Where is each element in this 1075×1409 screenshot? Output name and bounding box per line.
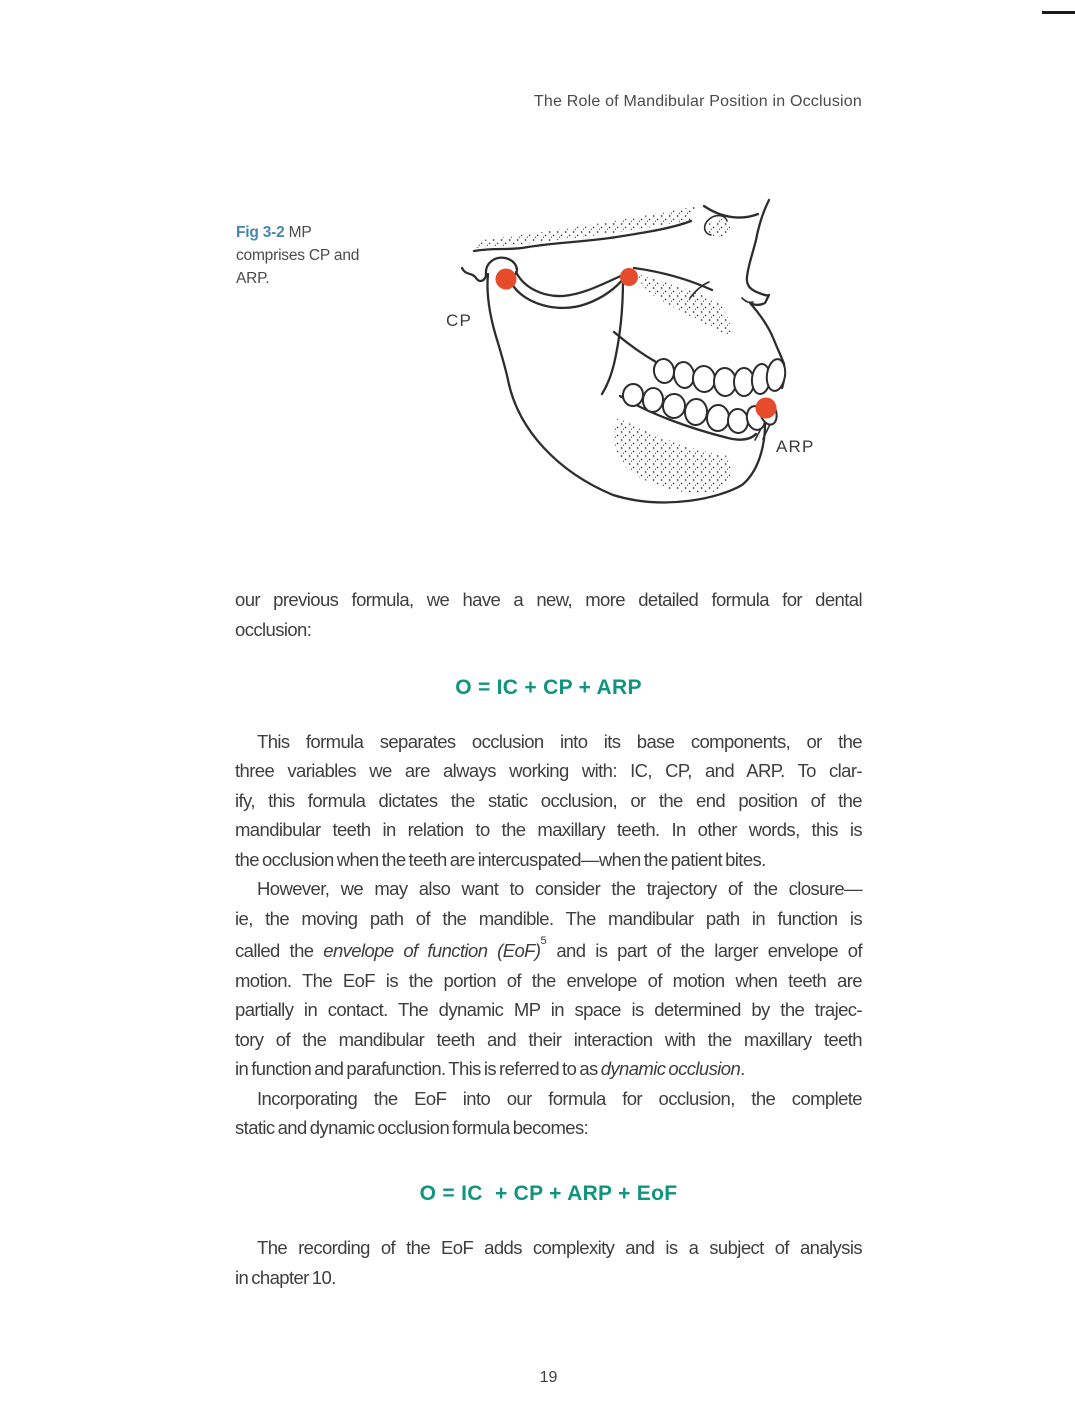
paragraph <box>235 1084 862 1143</box>
text-line: mandibular teeth in relation to the maxillary teeth. In other words, this is <box>235 819 862 840</box>
paragraph <box>235 585 862 644</box>
page-edge-mark <box>1042 11 1075 14</box>
coronoid-marker <box>620 268 638 286</box>
text-line: our previous formula, we have a new, more detailed formula for dental <box>235 589 862 610</box>
text-line: ify, this formula dictates the static occlusion, or the end position of the <box>235 789 862 811</box>
paragraph <box>235 727 862 875</box>
paragraph <box>235 874 862 1084</box>
text-line: The recording of the EoF adds complexity and is a subject of analysis <box>257 1237 862 1259</box>
text-line: in chapter 10. <box>235 1266 336 1288</box>
figure-caption-text: MP comprises CP and ARP. <box>236 224 360 287</box>
text-line: the occlusion when the teeth are intercuspated—when the patient bites. <box>235 848 766 870</box>
text-line: ie, the moving path of the mandible. The mandibular path in function is <box>235 907 862 929</box>
figure-caption-label: Fig 3-2 <box>236 224 285 241</box>
text-line: motion. The EoF is the portion of the envelope of motion when teeth are <box>235 969 862 991</box>
text-line: in function and parafunction. This is referred to as dynamic occlusion. <box>235 1058 745 1080</box>
body-text <box>235 585 862 1292</box>
arp-label: ARP <box>776 437 815 456</box>
cp-marker <box>496 269 517 290</box>
text-line: three variables we are always working with: IC, CP, and ARP. To clar- <box>235 760 862 781</box>
paragraph <box>235 1233 862 1292</box>
page-number: 19 <box>539 1369 558 1386</box>
text-line: However, we may also want to consider the trajectory of the closure— <box>257 878 862 899</box>
text-line: This formula separates occlusion into its base components, or the <box>257 730 862 752</box>
figure-caption <box>236 221 372 290</box>
formula: O = IC + CP + ARP <box>455 676 642 699</box>
text-line: Incorporating the EoF into our formula for occlusion, the complete <box>257 1087 862 1109</box>
text-line: occlusion: <box>235 618 312 640</box>
text-line: tory of the mandibular teeth and their interaction with the maxillary teeth <box>235 1028 862 1050</box>
cp-label: CP <box>446 311 473 330</box>
text-line: partially in contact. The dynamic MP in space is determined by the trajec- <box>235 999 862 1021</box>
jaw-illustration-svg <box>428 198 868 528</box>
running-head: The Role of Mandibular Position in Occlusion <box>533 93 862 110</box>
text-line: static and dynamic occlusion formula becomes: <box>235 1117 589 1139</box>
formula: O = IC + CP + ARP + EoF <box>419 1181 678 1205</box>
text-line: called the envelope of function (EoF)$^5$ and is part of the larger envelope of <box>235 935 863 962</box>
arp-marker <box>756 398 777 419</box>
jaw-illustration <box>428 198 868 528</box>
